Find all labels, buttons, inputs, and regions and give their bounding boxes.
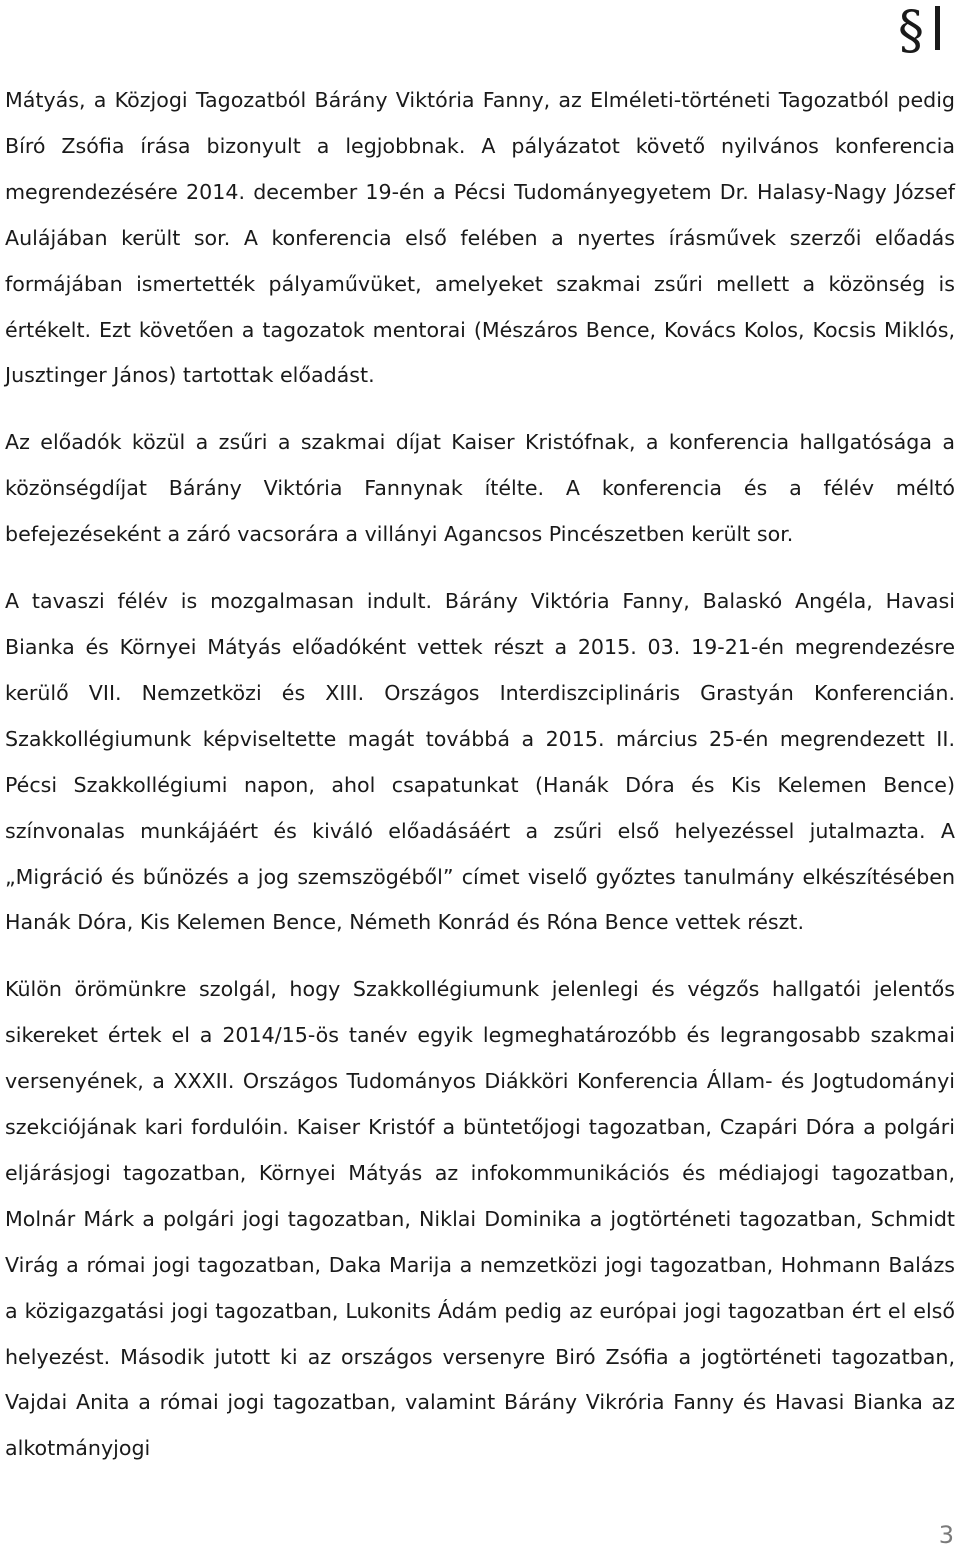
paragraph-3: A tavaszi félév is mozgalmasan indult. Bárány Viktória Fanny, Balaskó Angéla, Havasi Bianka és Környei Mátyás előadóként vettek részt a 2015. 03. 19-21-én megrendezésre kerülő VII. Nemzetközi és XIII. Országos Interdiszciplináris Grastyán Konferencián. Szakkollégiumunk képviseltette magát továbbá a 2015. március 25-én megrendezett II. Pécsi Szakkollégiumi napon, ahol csapatunkat (Hanák Dóra és Kis Kelemen Bence) színvonalas munkájáért és kiváló előadásáért a zsűri első helyezéssel jutalmazta. A „Migráció és bűnözés a jog szemszögéből” címet viselő győztes tanulmány elkészítésében Hanák Dóra, Kis Kelemen Bence, Németh Konrád és Róna Bence vettek részt. <box>5 589 955 935</box>
page-number: 3 <box>938 1521 954 1549</box>
svg-text:§: § <box>898 1 924 58</box>
section-sign-logo-icon <box>898 0 948 58</box>
document-body <box>5 78 955 1472</box>
paragraph-1: Mátyás, a Közjogi Tagozatból Bárány Viktória Fanny, az Elméleti-történeti Tagozatból pedig Bíró Zsófia írása bizonyult a legjobbnak. A pályázatot követő nyilvános konferencia megrendezésére 2014. december 19-én a Pécsi Tudományegyetem Dr. Halasy-Nagy József Aulájában került sor. A konferencia első felében a nyertes írásművek szerzői előadás formájában ismertették pályaművüket, amelyeket szakmai zsűri mellett a közönség is értékelt. Ezt követően a tagozatok mentorai (Mészáros Bence, Kovács Kolos, Kocsis Miklós, Jusztinger János) tartottak előadást. <box>5 88 955 388</box>
paragraph-4: Külön örömünkre szolgál, hogy Szakkollégiumunk jelenlegi és végzős hallgatói jelentős sikereket értek el a 2014/15-ös tanév egyik legmeghatározóbb és legrangosabb szakmai versenyének, a XXXII. Országos Tudományos Diákköri Konferencia Állam- és Jogtudományi szekciójának kari fordulóin. Kaiser Kristóf a büntetőjogi tagozatban, Czapári Dóra a polgári eljárásjogi tagozatban, Környei Mátyás az infokommunikációs és médiajogi tagozatban, Molnár Márk a polgári jogi tagozatban, Niklai Dominika a jogtörténeti tagozatban, Schmidt Virág a római jogi tagozatban, Daka Marija a nemzetközi jogi tagozatban, Hohmann Balázs a közigazgatási jogi tagozatban, Lukonits Ádám pedig az európai jogi tagozatban ért el első helyezést. Második jutott ki az országos versenyre Biró Zsófia a jogtörténeti tagozatban, Vajdai Anita a római jogi tagozatban, valamint Bárány Vikrória Fanny és Havasi Bianka az alkotmányjogi <box>5 977 955 1461</box>
paragraph-2: Az előadók közül a zsűri a szakmai díjat Kaiser Kristófnak, a konferencia hallgatósága a közönségdíjat Bárány Viktória Fannynak ítélte. A konferencia és a félév méltó befejezéseként a záró vacsorára a villányi Agancsos Pincészetben került sor. <box>5 430 955 547</box>
